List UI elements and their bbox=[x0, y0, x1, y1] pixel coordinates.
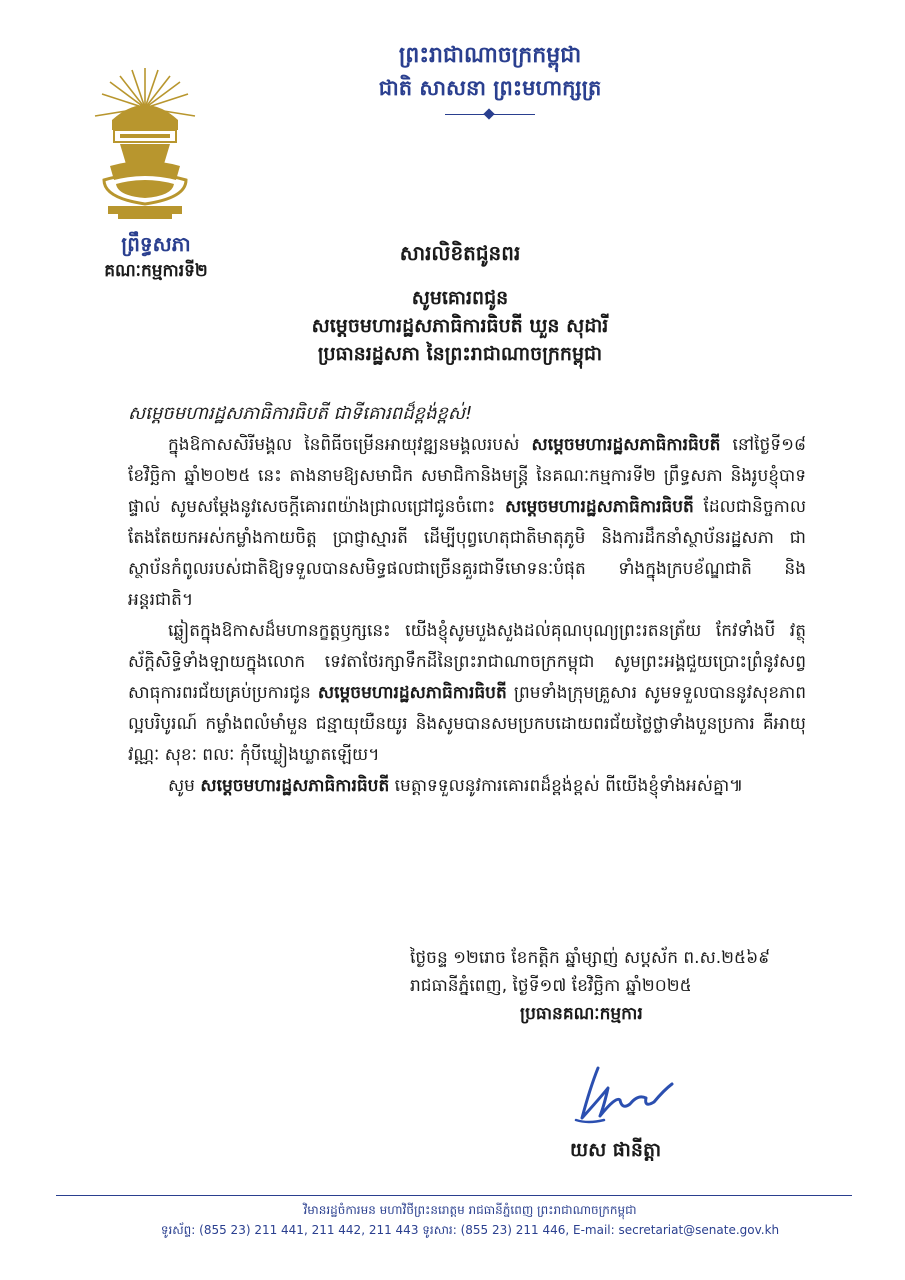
recipient-respect: សូមគោរពជូន bbox=[411, 287, 509, 309]
footer-address: វិមានរដ្ឋចំការមន មហាវិថីព្រះនរោត្តម រាជធានីភ្នំពេញ ព្រះរាជាណាចក្រកម្ពុជា bbox=[303, 1203, 637, 1217]
national-motto: ជាតិ សាសនា ព្រះមហាក្សត្រ bbox=[378, 75, 602, 100]
commission-name: គណៈកម្មការទី២ bbox=[104, 261, 208, 281]
letter-type: សារលិខិតជូនពរ bbox=[399, 241, 521, 265]
senate-name: ព្រឹទ្ធសភា bbox=[121, 232, 191, 256]
recipient-block bbox=[180, 284, 740, 368]
lunar-date: ថ្ងៃចន្ទ ១២រោច ខែកត្តិក ឆ្នាំម្សាញ់ សប្តស័ក ព.ស.២៥៦៩ bbox=[410, 948, 771, 968]
recipient-name: សម្តេចមហារដ្ឋសភាធិការធិបតី ឃួន សុដារី bbox=[311, 315, 609, 337]
senate-emblem-icon bbox=[90, 68, 200, 220]
footer-contact: ទូរស័ព្ទ: (855 23) 211 441, 211 442, 211 443 ទូរសារ: (855 23) 211 446, E-mail: secretariat@senate.gov.kh bbox=[160, 1223, 780, 1237]
footer bbox=[120, 1200, 820, 1240]
kingdom-name: ព្រះរាជាណាចក្រកម្ពុជា bbox=[398, 42, 582, 68]
place-date: រាជធានីភ្នំពេញ, ថ្ងៃទី១៧ ខែវិច្ឆិកា ឆ្នាំ២០២៥ bbox=[410, 976, 692, 996]
paragraph-1: ក្នុងឱកាសសិរីមង្គល នៃពិធីចម្រើនអាយុវឌ្ឍនមង្គលរបស់ សម្តេចមហារដ្ឋសភាធិការធិបតី នៅថ្ងៃទី១៨ ខែវិច្ឆិកា ឆ្នាំ២០២៥ នេះ តាងនាមឱ្យសមាជិក សមាជិកានិងមន្ត្រី នៃគណៈកម្មការទី២ ព្រឹទ្ធសភា និងរូបខ្ញុំបាទផ្ទាល់ សូមសម្តែងនូវសេចក្តីគោរពយ៉ាងជ្រាលជ្រៅជូនចំពោះ សម្តេចមហារដ្ឋសភាធិការធិបតី ដែលជានិច្ចកាលតែងតែយកអស់កម្លាំងកាយចិត្ត ប្រាជ្ញាស្មារតី ដើម្បីបុព្វហេតុជាតិមាតុភូមិ និងការដឹកនាំស្ថាប័នរដ្ឋសភា ជាស្ថាប័នកំពូលរបស់ជាតិឱ្យទទួលបានសមិទ្ធផលជាច្រើនគួរជាទីមោទនៈបំផុត ទាំងក្នុងក្របខ័ណ្ឌជាតិ និងអន្តរជាតិ។ bbox=[128, 435, 807, 610]
recipient-position: ប្រធានរដ្ឋសភា នៃព្រះរាជាណាចក្រកម្ពុជា bbox=[317, 343, 603, 365]
heading-ornament bbox=[445, 110, 535, 118]
letter-body bbox=[128, 430, 806, 802]
handwritten-signature bbox=[560, 1058, 690, 1128]
signer-name: យស ផានីត្តា bbox=[570, 1139, 662, 1161]
salutation: សម្តេចមហារដ្ឋសភាធិការធិបតី ជាទីគោរពដ៏ខ្ពង់ខ្ពស់! bbox=[128, 403, 473, 424]
footer-divider bbox=[56, 1195, 852, 1196]
paragraph-2: ឆ្លៀតក្នុងឱកាសដ៏មហានក្ខត្តឫក្សនេះ យើងខ្ញុំសូមបួងសួងដល់គុណបុណ្យព្រះរតនត្រ័យ កែវទាំងបី វត្ថុស័ក្តិសិទ្ធិទាំងឡាយក្នុងលោក ទេវតាថែរក្សាទឹកដីនៃព្រះរាជាណាចក្រកម្ពុជា សូមព្រះអង្គជួយប្រោះព្រំនូវសព្វសាធុការពរជ័យគ្រប់ប្រការជូន សម្តេចមហារដ្ឋសភាធិការធិបតី ព្រមទាំងក្រុមគ្រួសារ សូមទទួលបាននូវសុខភាពល្អបរិបូរណ៍ កម្លាំងពលំមាំមួន ជន្មាយុយឺនយូរ និងសូមបានសមប្រកបដោយពរជ័យថ្លៃថ្លាទាំងបួនប្រការ គឺអាយុ វណ្ណៈ សុខៈ ពលៈ កុំបីឃ្លៀងឃ្លាតឡើយ។ bbox=[128, 621, 806, 765]
senate-block bbox=[56, 230, 256, 284]
paragraph-3: សូម សម្តេចមហារដ្ឋសភាធិការធិបតី មេត្តាទទួលនូវការគោរពដ៏ខ្ពង់ខ្ពស់ ពីយើងខ្ញុំទាំងអស់គ្នា៕ bbox=[168, 776, 744, 796]
closing-block bbox=[380, 944, 840, 1028]
kingdom-heading bbox=[290, 38, 690, 118]
signer-title: ប្រធានគណៈកម្មការ bbox=[520, 1004, 643, 1024]
